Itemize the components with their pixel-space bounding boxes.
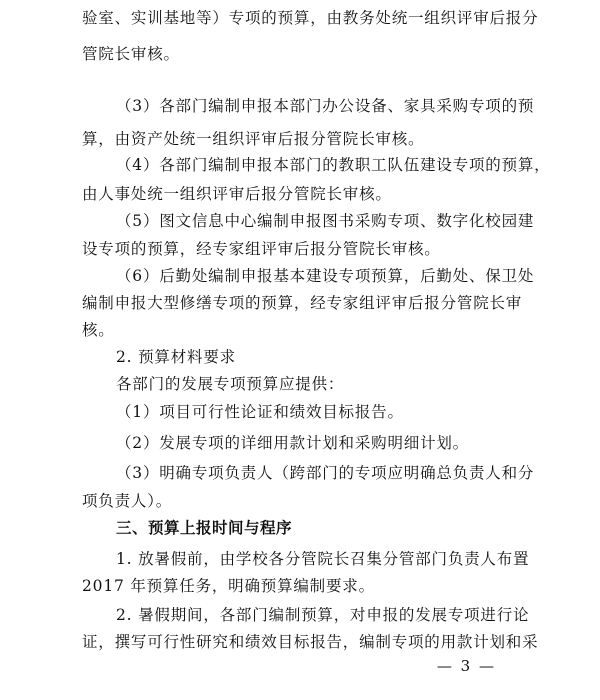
text-line-22: 证，撰写可行性研究和绩效目标报告，编制专项的用款计划和采 [82, 633, 539, 651]
text-line-20: 2017 年预算任务，明确预算编制要求。 [82, 577, 375, 595]
text-line-21: 2. 暑假期间，各部门编制预算，对申报的发展专项进行论 [116, 606, 530, 624]
text-line-5: （4）各部门编制申报本部门的教职工队伍建设专项的预算， [116, 156, 551, 174]
text-line-6: 由人事处统一组织评审后报分管院长审核。 [82, 185, 392, 203]
text-line-19: 1. 放暑假前，由学校各分管院长召集分管部门负责人布置 [116, 550, 530, 568]
text-line-13: 各部门的发展专项预算应提供： [116, 375, 345, 393]
section-heading-3: 三、预算上报时间与程序 [116, 519, 293, 537]
text-line-8: 设专项的预算，经专家组评审后报分管院长审核。 [82, 240, 441, 258]
page-number: — 3 — [436, 657, 496, 675]
text-line-4: 算，由资产处统一组织评审后报分管院长审核。 [82, 130, 425, 148]
text-line-17: 项负责人）。 [82, 492, 173, 510]
text-line-7: （5）图文信息中心编制申报图书采购专项、数字化校园建 [116, 212, 535, 230]
text-line-15: （2）发展专项的详细用款计划和采购明细计划。 [116, 434, 469, 452]
text-line-2: 管院长审核。 [82, 45, 180, 63]
text-line-9: （6）后勤处编制申报基本建设专项预算，后勤处、保卫处 [116, 267, 535, 285]
text-line-11: 核。 [82, 321, 115, 339]
text-line-3: （3）各部门编制申报本部门办公设备、家具采购专项的预 [116, 97, 535, 115]
text-line-16: （3）明确专项负责人（跨部门的专项应明确总负责人和分 [116, 464, 535, 482]
section-heading-2: 2. 预算材料要求 [116, 348, 236, 366]
text-line-1: 验室、实训基地等）专项的预算，由教务处统一组织评审后报分 [82, 9, 539, 27]
text-line-14: （1）项目可行性论证和绩效目标报告。 [116, 403, 404, 421]
text-line-10: 编制申报大型修缮专项的预算，经专家组评审后报分管院长审 [82, 294, 523, 312]
